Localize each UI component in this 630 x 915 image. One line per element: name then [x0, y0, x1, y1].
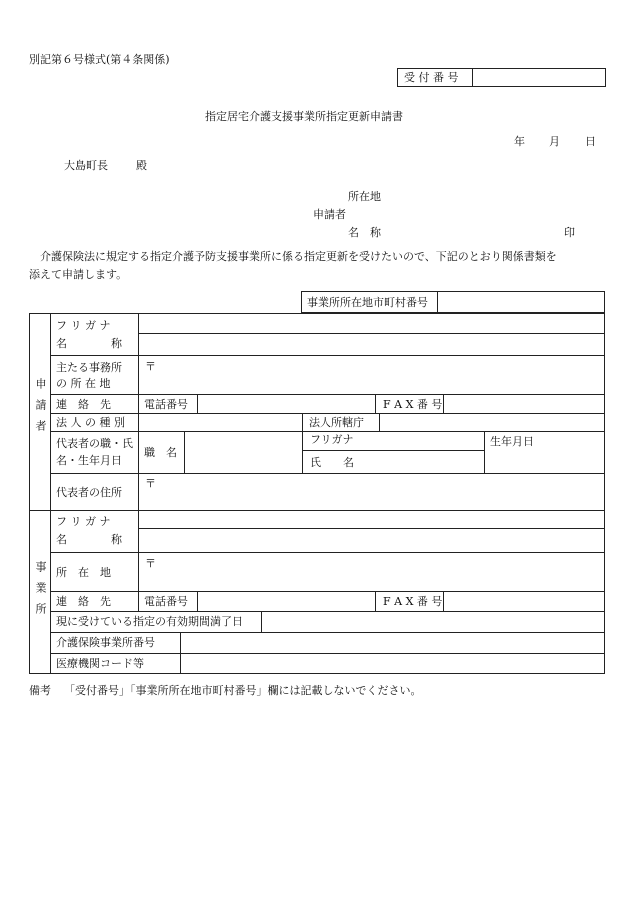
office-phone-field[interactable]	[198, 592, 375, 611]
applicant-phone-field[interactable]	[198, 395, 375, 413]
insurance-number-label: 介護保険事業所番号	[56, 636, 155, 649]
applicant-contact-label: 連 絡 先	[56, 398, 111, 411]
office-phone-label: 電話番号	[144, 595, 188, 608]
office-furigana-label: フ リ ガ ナ	[56, 515, 111, 528]
applicant-furigana-label: フ リ ガ ナ	[56, 319, 111, 332]
office-address-field[interactable]	[139, 553, 605, 591]
document-title: 指定居宅介護支援事業所指定更新申請書	[205, 110, 403, 123]
receipt-number-label: 受 付 番 号	[404, 71, 459, 84]
corp-authority-field[interactable]	[380, 414, 605, 431]
seal-mark: 印	[564, 226, 575, 239]
applicant-location-label: 所在地	[348, 190, 381, 203]
addressee: 大島町長	[64, 159, 108, 172]
representative-label-line1: 代表者の職・氏	[56, 437, 133, 450]
position-field[interactable]	[185, 432, 302, 473]
birth-date-label: 生年月日	[490, 435, 534, 448]
honorific: 殿	[136, 159, 147, 172]
date-day: 日	[585, 135, 596, 148]
applicant-fax-field[interactable]	[444, 395, 605, 413]
applicant-name-row-label: 名 称	[56, 337, 122, 350]
validity-end-field[interactable]	[262, 612, 605, 632]
rep-address-label: 代表者の住所	[56, 486, 122, 499]
office-location-label: 所 在 地	[56, 566, 111, 579]
applicant-phone-label: 電話番号	[144, 398, 188, 411]
receipt-number-field[interactable]	[473, 69, 605, 86]
date-month: 月	[549, 135, 560, 148]
applicant-name-label: 名 称	[348, 226, 381, 239]
office-name-field[interactable]	[139, 529, 605, 552]
date-year: 年	[514, 135, 525, 148]
medical-code-label: 医療機関コード等	[56, 657, 144, 670]
office-name-row-label: 名 称	[56, 533, 122, 546]
office-fax-label: F A X 番 号	[383, 595, 443, 608]
office-postal-mark: 〒	[145, 557, 156, 570]
applicant-label: 申請者	[313, 208, 346, 221]
rep-name-label: 氏 名	[310, 456, 354, 469]
office-contact-label: 連 絡 先	[56, 595, 111, 608]
applicant-side-label: 申請者	[34, 378, 47, 441]
office-fax-field[interactable]	[444, 592, 605, 611]
representative-label-line2: 名・生年月日	[56, 454, 122, 467]
birth-date-field[interactable]	[485, 450, 605, 473]
body-text-line2: 添えて申請します。	[29, 268, 128, 281]
position-label: 職 名	[144, 446, 177, 459]
corp-type-label: 法 人 の 種 別	[56, 416, 125, 429]
office-side-label: 事業所	[34, 561, 47, 624]
remarks-label: 備考	[29, 684, 51, 697]
rep-postal-mark: 〒	[145, 477, 156, 490]
form-reference: 別記第６号様式(第４条関係)	[29, 53, 170, 66]
rep-furigana-label: フリガナ	[310, 433, 354, 446]
corp-type-field[interactable]	[139, 414, 302, 431]
insurance-number-field[interactable]	[181, 633, 605, 653]
applicant-name-field[interactable]	[139, 334, 605, 355]
rep-name-field[interactable]	[360, 432, 484, 473]
validity-end-label: 現に受けている指定の有効期間満了日	[56, 615, 243, 628]
remarks-text: 「受付番号」「事業所所在地市町村番号」欄には記載しないでください。	[64, 684, 422, 697]
main-office-address-field[interactable]	[139, 356, 605, 394]
main-office-label-line2: の 所 在 地	[56, 377, 111, 390]
body-text-line1: 介護保険法に規定する指定介護予防支援事業所に係る指定更新を受けたいので、下記のとおり関係書類を	[40, 250, 557, 263]
postal-mark: 〒	[145, 360, 156, 373]
applicant-fax-label: F A X 番 号	[383, 398, 443, 411]
medical-code-field[interactable]	[181, 654, 605, 674]
applicant-furigana-field[interactable]	[139, 314, 605, 333]
municipality-number-label: 事業所所在地市町村番号	[307, 296, 428, 309]
rep-address-field[interactable]	[139, 474, 605, 510]
corp-authority-label: 法人所轄庁	[309, 416, 364, 429]
main-office-label-line1: 主たる事務所	[56, 361, 122, 374]
office-furigana-field[interactable]	[139, 511, 605, 528]
